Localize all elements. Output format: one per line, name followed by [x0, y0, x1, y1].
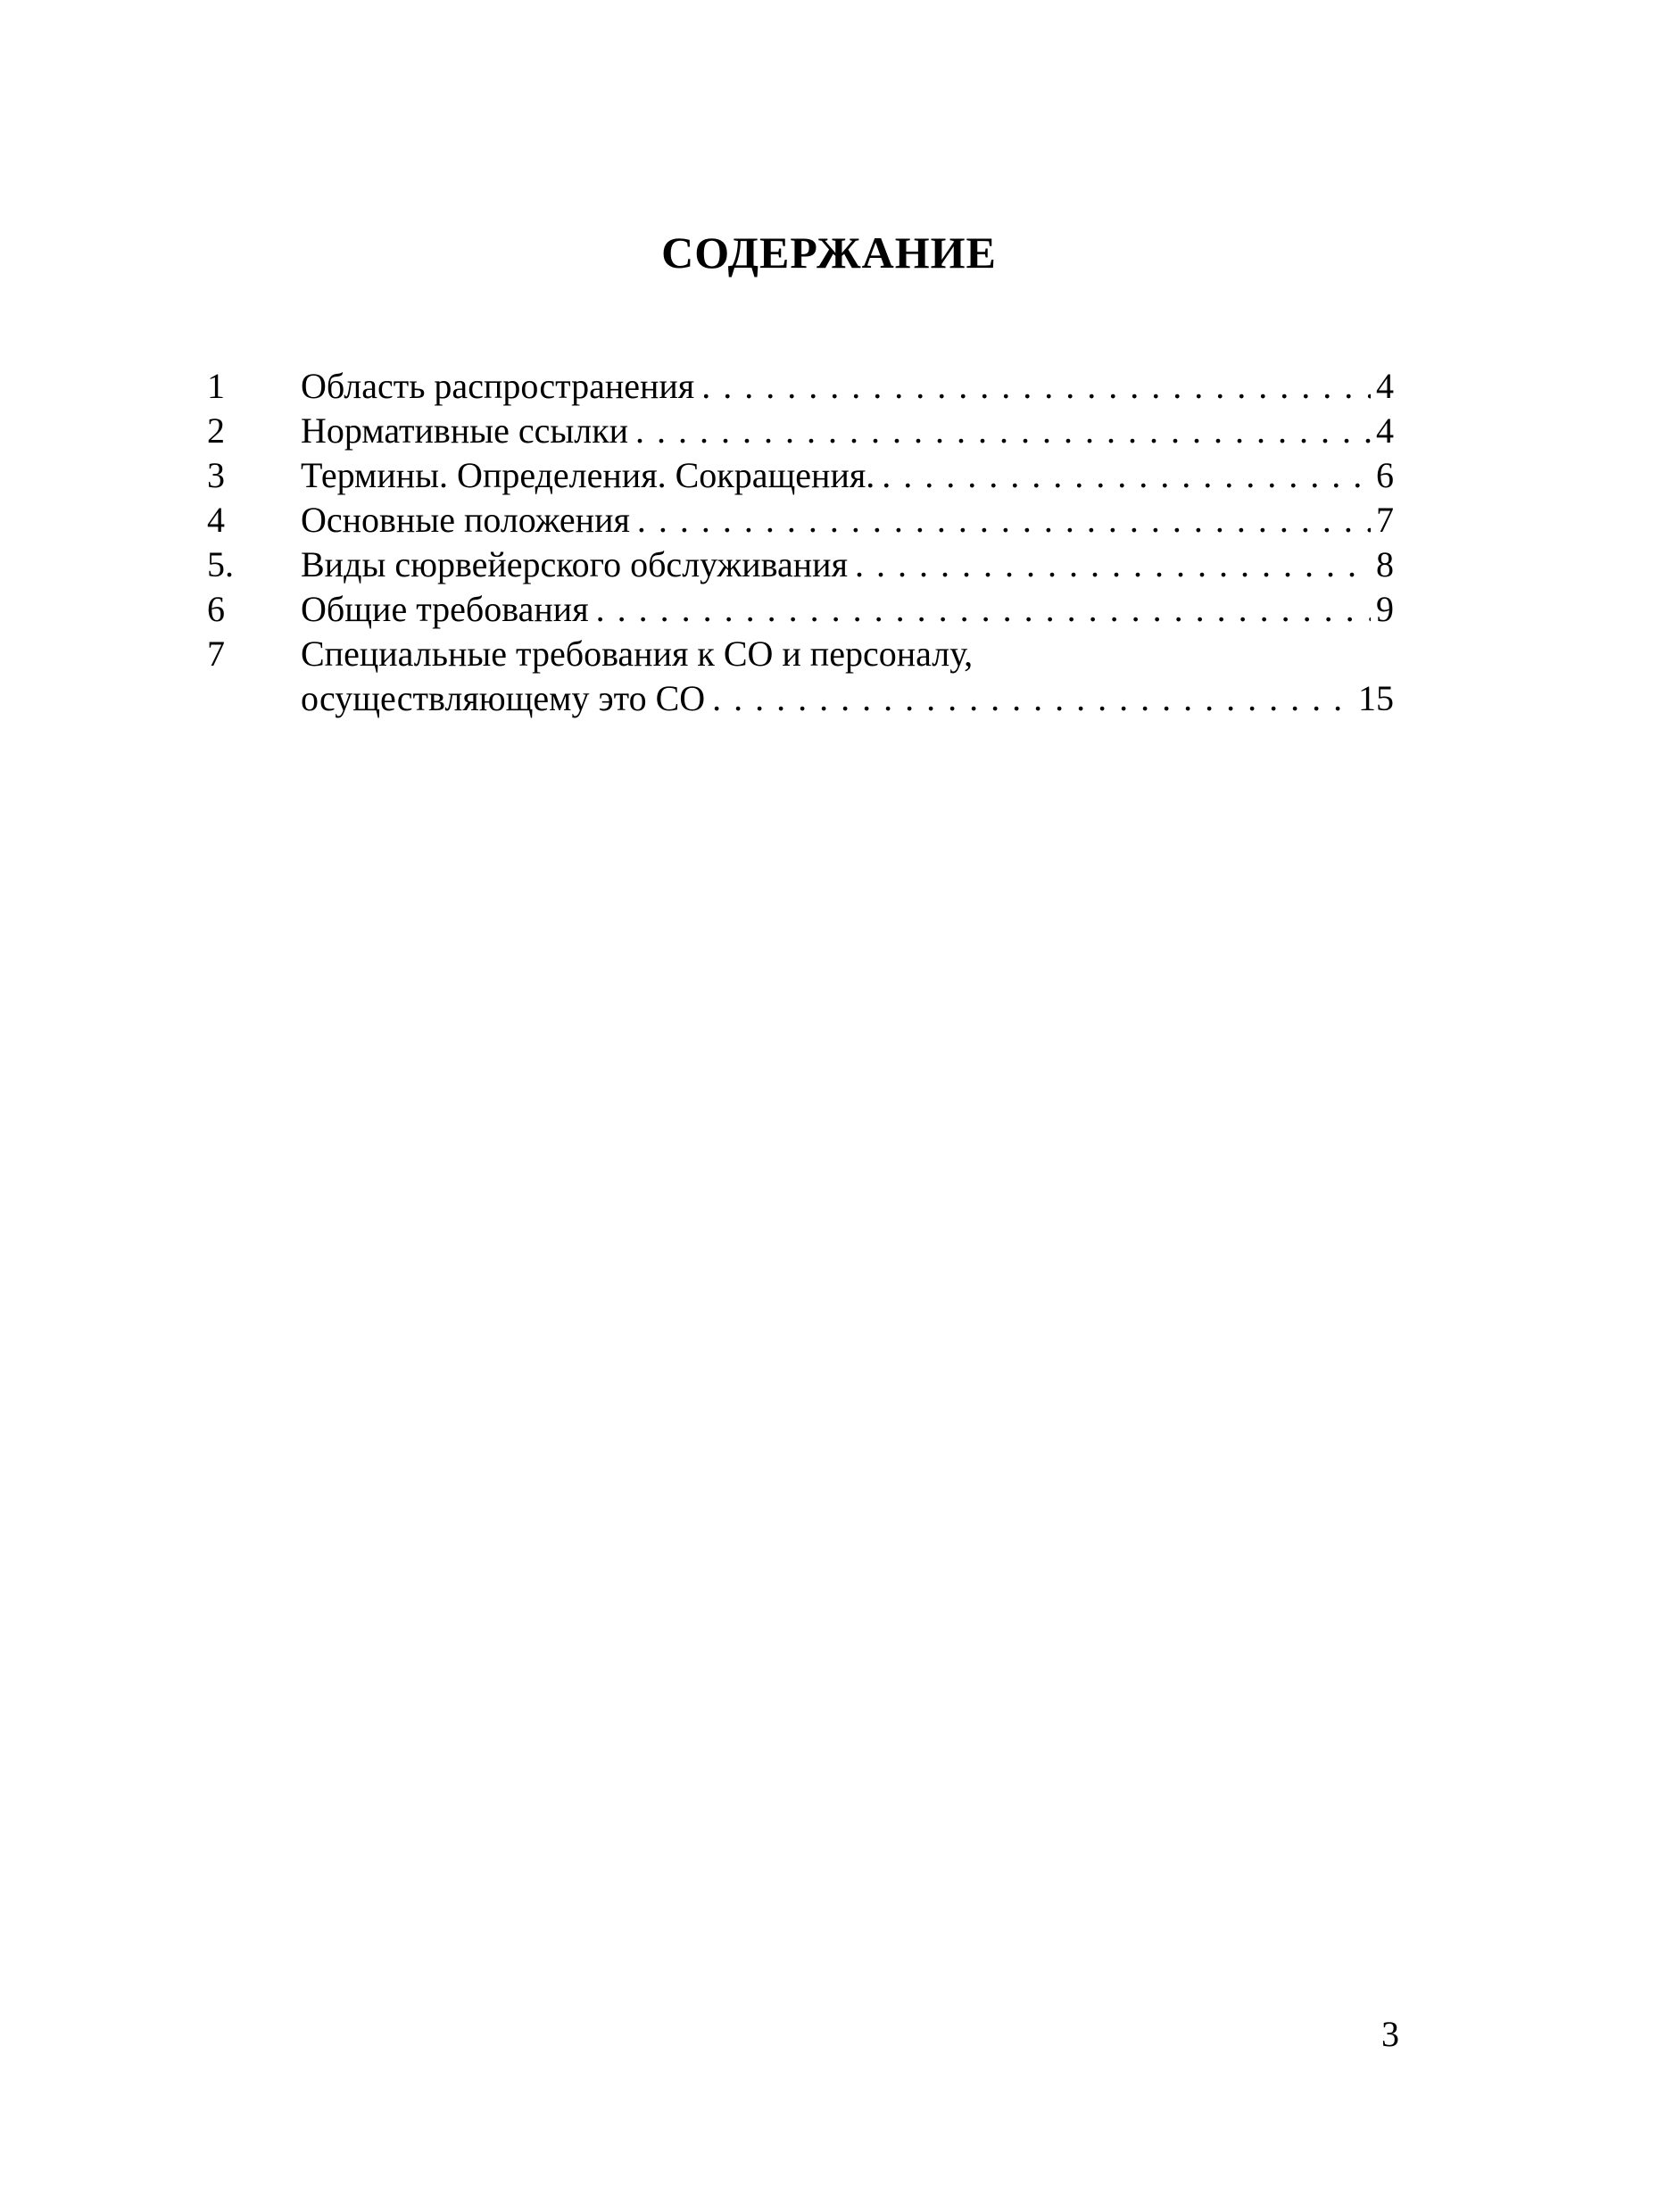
toc-entry-6[interactable]	[207, 587, 1394, 632]
page-title: СОДЕРЖАНИЕ	[661, 228, 997, 278]
toc-entry-2[interactable]	[207, 409, 1394, 453]
toc-entry-number: 1	[207, 366, 225, 406]
toc-entry-1[interactable]	[207, 364, 1394, 409]
toc-entry-title: Общие требования	[301, 589, 589, 629]
toc-entry-3[interactable]	[207, 453, 1394, 498]
toc-entry-page: 6	[1376, 455, 1394, 495]
toc-entry-page: 4	[1376, 366, 1394, 406]
toc-entry-title: Основные положения	[301, 500, 630, 540]
toc-entry-title: Виды сюрвейерского обслуживания	[301, 544, 848, 584]
toc-entry-title-line1: Специальные требования к СО и персоналу,	[301, 634, 974, 674]
table-of-contents	[207, 364, 1394, 721]
toc-entry-title-line2: осуществляющему это СО	[301, 678, 706, 718]
toc-entry-title: Область распространения	[301, 366, 695, 406]
toc-entry-4[interactable]	[207, 498, 1394, 543]
toc-entry-5[interactable]	[207, 543, 1394, 587]
dot-leader	[855, 543, 1371, 587]
toc-entry-7[interactable]	[207, 632, 1394, 721]
toc-entry-number: 4	[207, 500, 225, 540]
toc-entry-page: 15	[1358, 678, 1394, 718]
toc-entry-page: 7	[1376, 500, 1394, 540]
toc-entry-number: 7	[207, 634, 225, 674]
page-number: 3	[1381, 2014, 1399, 2054]
toc-entry-title: Термины. Определения. Сокращения.	[301, 455, 875, 495]
dot-leader	[712, 676, 1353, 721]
toc-entry-title: Нормативные ссылки	[301, 410, 629, 451]
toc-entry-number: 6	[207, 589, 225, 629]
dot-leader	[596, 587, 1371, 632]
toc-entry-number: 3	[207, 455, 225, 495]
dot-leader	[882, 453, 1371, 498]
toc-entry-page: 4	[1376, 410, 1394, 451]
toc-entry-number: 2	[207, 410, 225, 451]
dot-leader	[637, 498, 1371, 543]
toc-entry-number: 5.	[207, 544, 234, 584]
dot-leader	[701, 364, 1371, 409]
toc-entry-page: 9	[1376, 589, 1394, 629]
dot-leader	[635, 409, 1371, 453]
toc-entry-page: 8	[1376, 544, 1394, 584]
